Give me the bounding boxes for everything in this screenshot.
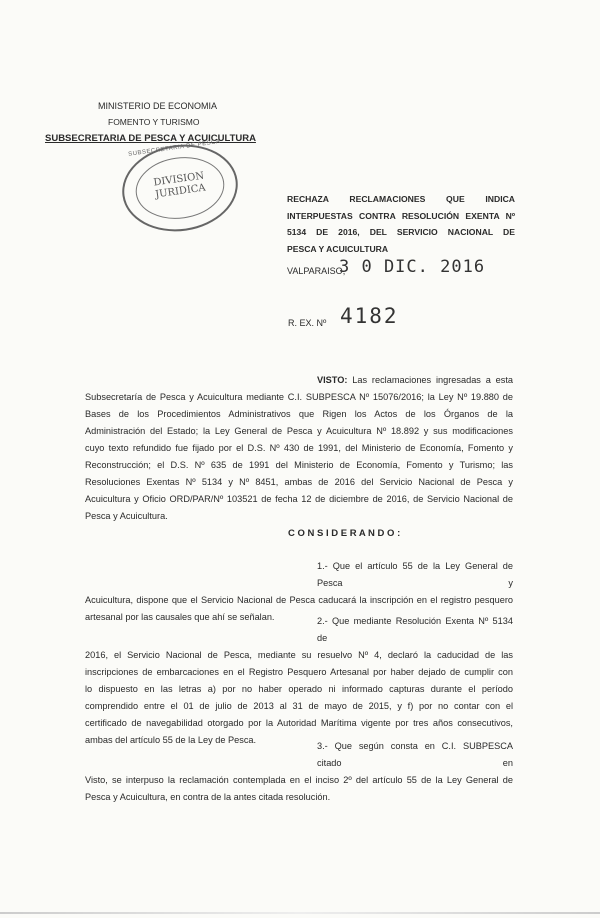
visto-line: Acuicultura y Oficio ORD/PAR/Nº 103521 de fecha 12 de diciembre de 2016, de Servicio Nacional de <box>85 494 513 504</box>
visto-line: Subsecretaría de Pesca y Acuicultura mediante C.I. SUBPESCA Nº 15076/2016; la Ley Nº 19.880 de <box>85 392 513 402</box>
title-line: RECHAZA RECLAMACIONES QUE INDICA <box>287 194 515 204</box>
c3-line: 3.- Que según consta en C.I. SUBPESCA citado en <box>317 741 513 768</box>
title-line: 5134 DE 2016, DEL SERVICIO NACIONAL DE <box>287 227 515 237</box>
considerando-heading: C O N S I D E R A N D O : <box>288 528 401 539</box>
subsecretaria-heading: SUBSECRETARIA DE PESCA Y ACUICULTURA <box>45 133 256 144</box>
visto-line: Pesca y Acuicultura. <box>85 511 168 521</box>
stamp-ring-text: SUBSECRETARIA DE PESCA <box>127 138 221 158</box>
visto-line: cuyo texto refundido fue fijado por el D.S. Nº 430 de 1991, del Ministerio de Economía, Fomento y <box>85 443 513 453</box>
rex-number: 4182 <box>340 304 399 328</box>
c2-line: comprendido entre el 01 de julio de 2013 al 31 de mayo de 2015, y f) por no contar con el <box>85 701 513 711</box>
resolution-date: 3 0 DIC. 2016 <box>339 257 486 277</box>
c3-line: Pesca y Acuicultura, en contra de la antes citada resolución. <box>85 792 331 802</box>
visto-line: Bases de los Procedimientos Administrativos que Rigen los Actos de los Órganos de la <box>85 409 513 419</box>
visto-section <box>85 372 513 525</box>
division-juridica-stamp <box>117 137 244 238</box>
c2-line: ambas del artículo 55 de la Ley de Pesca. <box>85 735 257 745</box>
visto-text: Las reclamaciones ingresadas a esta <box>352 375 513 385</box>
title-line: INTERPUESTAS CONTRA RESOLUCIÓN EXENTA Nº <box>287 210 515 221</box>
visto-line: Administración del Estado; la Ley General de Pesca y Acuicultura Nº 18.892 y sus modificaciones <box>85 426 513 436</box>
ministry-line-1: MINISTERIO DE ECONOMIA <box>98 101 218 111</box>
c1-line: Acuicultura, dispone que el Servicio Nacional de Pesca caducará la inscripción en el registro pesquero <box>85 595 513 605</box>
visto-label: VISTO: <box>317 375 348 385</box>
c1-line: 1.- Que el artículo 55 de la Ley General de Pesca y <box>317 561 513 588</box>
visto-first-line <box>85 372 513 389</box>
scan-edge-mark <box>0 912 600 914</box>
c2-line: inscripciones de embarcaciones en el Registro Pesquero Artesanal por haber dejado de cumplir con <box>85 667 513 677</box>
c2-line: 2016, el Servicio Nacional de Pesca, mediante su resuelvo Nº 4, declaró la caducidad de las <box>85 650 513 660</box>
place-label: VALPARAISO, <box>287 266 346 276</box>
ministry-line-2: FOMENTO Y TURISMO <box>108 117 200 127</box>
visto-line: Reconstrucción; el D.S. Nº 635 de 1991 del Ministerio de Economía, Fomento y Turismo; las <box>85 460 513 470</box>
c2-line: 2.- Que mediante Resolución Exenta Nº 5134 de <box>317 616 513 643</box>
rex-label: R. EX. Nº <box>288 318 327 328</box>
stamp-text: DIVISION JURIDICA <box>152 170 207 201</box>
considerando-2 <box>85 613 513 749</box>
considerando-3 <box>85 738 513 806</box>
c2-line: certificado de navegabilidad otorgado por la Autoridad Marítima vigente por tres años consecutivos, <box>85 718 513 728</box>
resolution-title <box>287 191 515 257</box>
visto-line: Resoluciones Exentas Nº 5134 y Nº 8451, ambas de 2016 del Servicio Nacional de Pesca y <box>85 477 513 487</box>
c3-line: Visto, se interpuso la reclamación contemplada en el inciso 2º del artículo 55 de la Ley General de <box>85 775 513 785</box>
c2-line: lo dispuesto en las letras a) por no haber operado ni informado capturas durante el período <box>85 684 513 694</box>
title-line: PESCA Y ACUICULTURA <box>287 243 389 254</box>
c1-line: artesanal por las causales que ahí se señalan. <box>85 612 275 622</box>
